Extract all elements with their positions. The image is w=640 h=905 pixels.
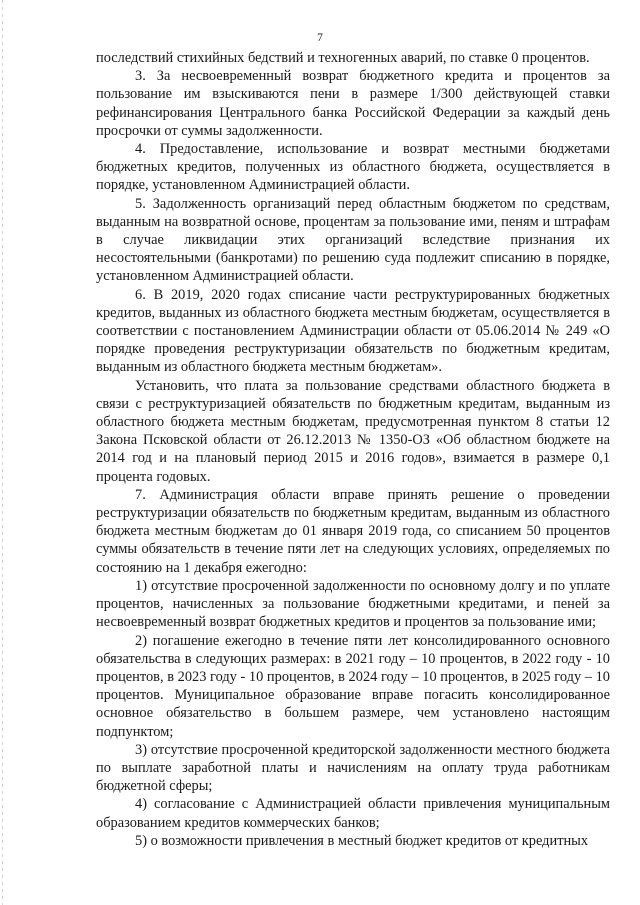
page-number: 7: [317, 32, 323, 44]
paragraph-condition-2: 2) погашение ежегодно в течение пяти лет консолидированного основного обязательства в следующих размерах: в 2021 году – 10 процентов, в 2022 году - 10 процентов, в 2023 году - 10 процентов, в 2024 году – 10 процентов, в 2025 году – 10 процентов. Муниципальное образование вправе погасить консолидированное основное обязательство в большем размере, чем установлено настоящим подпунктом;: [96, 632, 610, 740]
paragraph-clause-3: 3. За несвоевременный возврат бюджетного кредита и процентов за пользование им взыскиваются пени в размере 1/300 действующей ставки рефинансирования Центрального банка Российской Федерации за каждый день просрочки от суммы задолженности.: [96, 68, 610, 139]
document-body: [96, 49, 610, 850]
paragraph-continuation: последствий стихийных бедствий и техногенных аварий, по ставке 0 процентов.: [96, 50, 590, 66]
paragraph-condition-5: 5) о возможности привлечения в местный бюджет кредитов от кредитных: [135, 832, 589, 849]
paragraph-clause-4: 4. Предоставление, использование и возврат местными бюджетами бюджетных кредитов, полученных из областного бюджета, осуществляется в порядке, установленном Администрацией области.: [96, 141, 610, 194]
paragraph-clause-6: 6. В 2019, 2020 годах списание части реструктурированных бюджетных кредитов, выданных из областного бюджета местным бюджетам, осуществляется в соответствии с постановлением Администрации области от 05.06.2014 № 249 «О порядке проведения реструктуризации обязательств по бюджетным кредитам, выданным из областного бюджета местным бюджетам».: [96, 286, 610, 376]
paragraph-clause-7: 7. Администрация области вправе принять решение о проведении реструктуризации обязательств по бюджетным кредитам, выданным из областного бюджета местным бюджетам до 01 января 2019 года, со списанием 50 процентов суммы обязательств в течение пяти лет на следующих условиях, определяемых по состоянию на 1 декабря ежегодно:: [96, 486, 610, 576]
paragraph-condition-3: 3) отсутствие просроченной кредиторской задолженности местного бюджета по выплате заработной платы и начислениям на оплату труда работникам бюджетной сферы;: [96, 741, 610, 795]
paragraph-clause-5: 5. Задолженность организаций перед областным бюджетом по средствам, выданным на возвратной основе, процентам за пользование ими, пеням и штрафам в случае ликвидации этих организаций вследствие признания их несостоятельными (банкротами) по решению суда подлежит списанию в порядке, установленном Администрацией области.: [96, 195, 610, 285]
paragraph-condition-4: 4) согласование с Администрацией области привлечения муниципальным образованием кредитов коммерческих банков;: [96, 796, 610, 831]
paragraph-clause-6-fee: Установить, что плата за пользование средствами областного бюджета в связи с реструктуризацией обязательств по бюджетным кредитам, выданным из областного бюджета местным бюджетам, предусмотренная пунктом 8 статьи 12 Закона Псковской области от 26.12.2013 № 1350-ОЗ «Об областном бюджете на 2014 год и на плановый период 2015 и 2016 годов», взимается в размере 0,1 процента годовых.: [96, 377, 610, 485]
paragraph-condition-1: 1) отсутствие просроченной задолженности по основному долгу и по уплате процентов, начисленных за пользование бюджетными кредитами, и пеней за несвоевременный возврат бюджетных кредитов и процентов за пользование ими;: [96, 577, 610, 631]
scan-edge: [2, 0, 3, 905]
